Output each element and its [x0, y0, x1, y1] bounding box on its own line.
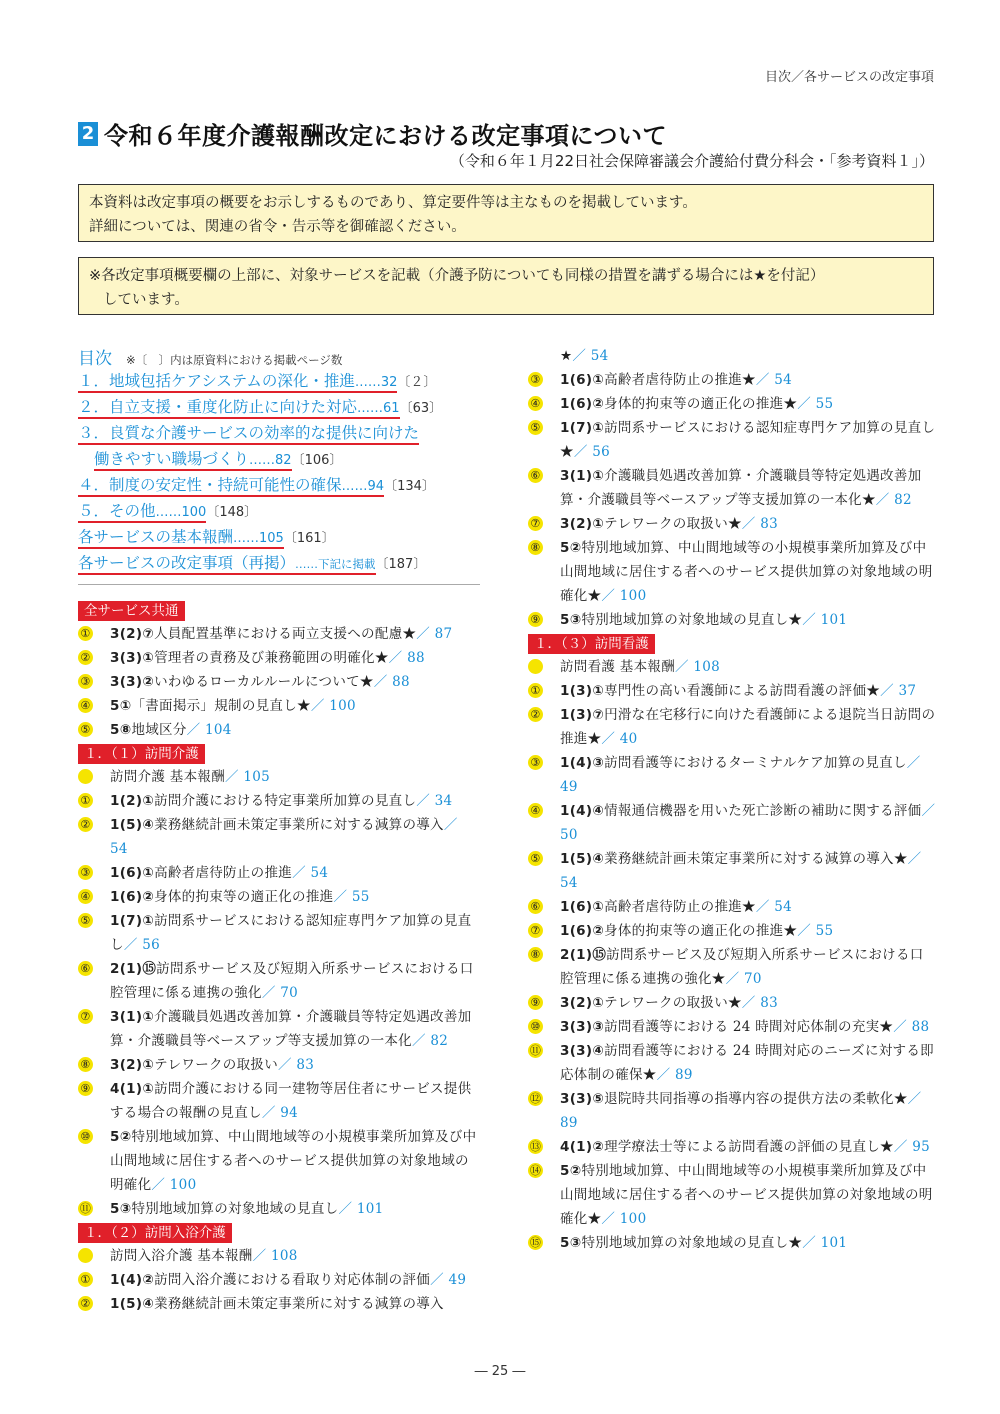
list-item [78, 1125, 480, 1197]
note-line: ※各改定事項概要欄の上部に、対象サービスを記載（介護予防についても同様の措置を講ずる場合には★を付記） [89, 268, 825, 284]
item-code: 5① [110, 698, 132, 714]
list-item [78, 694, 480, 718]
page-ref-link[interactable]: ／ 100 [310, 698, 356, 714]
item-text: 身体的拘束等の適正化の推進★ [604, 923, 798, 939]
page-ref-link[interactable]: ／ 50 [560, 803, 936, 843]
toc-entry[interactable] [78, 472, 480, 498]
item-code: 3(1)① [110, 1009, 155, 1025]
section-label: １．（１）訪問介護 [78, 744, 205, 764]
item-text: 訪問介護における特定事業所加算の見直し [154, 793, 417, 809]
item-text: 専門性の高い看護師による訪問看護の評価★ [604, 683, 881, 699]
item-number-icon: ② [78, 817, 93, 832]
bullet-circle-icon [528, 659, 543, 674]
item-text: テレワークの取扱い★ [604, 516, 742, 532]
page-ref-link[interactable]: ／ 82 [875, 492, 912, 508]
item-text: 「書面掲示」規制の見直し★ [131, 698, 311, 714]
page-ref-link[interactable]: ／ 88 [373, 674, 410, 690]
item-code: 5② [560, 1163, 582, 1179]
list-item [78, 1292, 480, 1316]
item-code: 1(4)③ [560, 755, 605, 771]
list-item [528, 847, 936, 895]
page-ref-link[interactable]: ／ 83 [741, 995, 778, 1011]
item-code: 1(6)① [110, 865, 155, 881]
item-code: 1(4)④ [560, 803, 605, 819]
item-text: テレワークの取扱い [154, 1057, 278, 1073]
page-ref-link[interactable]: ／ 89 [560, 1091, 922, 1131]
item-text: 人員配置基準における両立支援への配慮★ [154, 626, 417, 642]
item-text: 訪問入浴介護における看取り対応体制の評価 [154, 1272, 431, 1288]
page-ref-link[interactable]: ／ 54 [560, 851, 922, 891]
toc-entry-title[interactable]: ５．その他……100 [78, 502, 206, 523]
item-code: 5③ [560, 612, 582, 628]
note-line: しています。 [103, 292, 189, 308]
item-code: 1(5)④ [110, 1296, 155, 1312]
list-item [528, 392, 936, 416]
page-ref-link[interactable]: ／ 37 [880, 683, 917, 699]
item-text: 訪問看護等における 24 時間対応のニーズに対する即応体制の確保★ [560, 1043, 934, 1083]
item-number-icon: ⑧ [528, 947, 543, 962]
item-number-icon: ⑬ [529, 1140, 542, 1153]
page-ref-link[interactable]: ／ 55 [333, 889, 370, 905]
item-text: 訪問看護等における 24 時間対応体制の充実★ [604, 1019, 894, 1035]
page-ref-link[interactable]: ／ 94 [261, 1105, 298, 1121]
item-text: 地域区分 [131, 722, 187, 738]
item-code: 5② [110, 1129, 132, 1145]
item-number-icon: ⑥ [528, 899, 543, 914]
item-code: 1(2)① [110, 793, 155, 809]
toc-entry-page: ……61 [357, 401, 400, 416]
toc-entry-orig-page: 〔161〕 [283, 531, 335, 546]
page-ref-link[interactable]: ／ 83 [278, 1057, 315, 1073]
toc-entry[interactable] [78, 368, 480, 394]
item-number-icon: ⑨ [78, 1081, 93, 1096]
item-text: 訪問系サービス及び短期入所系サービスにおける口腔管理に係る連携の強化 [110, 961, 474, 1001]
item-text: ★ [560, 348, 573, 364]
list-item [528, 655, 936, 679]
item-text: 特別地域加算、中山間地域等の小規模事業所加算及び中山間地域に居住する者へのサービス提供加算の対象地域の明確化★ [560, 540, 933, 604]
item-text: 訪問介護における同一建物等居住者にサービス提供する場合の報酬の見直し [110, 1081, 472, 1121]
section [78, 742, 480, 1221]
toc-entry-title[interactable]: ４．制度の安定性・持続可能性の確保……94 [78, 476, 384, 497]
item-number-icon: ⑮ [529, 1236, 542, 1249]
item-code: 1(7)① [110, 913, 155, 929]
right-items [528, 368, 936, 632]
item-number-icon: ⑦ [528, 923, 543, 938]
page-ref-link[interactable]: ／ 55 [797, 396, 834, 412]
item-text: 訪問系サービス及び短期入所系サービスにおける口腔管理に係る連携の強化★ [560, 947, 924, 987]
page-ref-link[interactable]: ／ 54 [292, 865, 329, 881]
note-box-2 [78, 257, 934, 315]
toc-entry-orig-page: 〔134〕 [384, 479, 435, 494]
page-ref-link[interactable]: ／ 95 [893, 1139, 931, 1155]
list-item [528, 368, 936, 392]
item-code: 4(1)① [110, 1081, 155, 1097]
left-sections [78, 599, 480, 1316]
item-number-icon: ⑨ [528, 995, 543, 1010]
item-number-icon: ④ [528, 803, 543, 818]
section-label: １．（２）訪問入浴介護 [78, 1223, 232, 1243]
toc-entry-page: ……32 [354, 375, 398, 390]
list-item [78, 646, 480, 670]
item-text: 業務継続計画未策定事業所に対する減算の導入 [154, 1296, 444, 1312]
list-item [528, 751, 936, 799]
list-item [528, 679, 936, 703]
header-tag: 目次／各サービスの改定事項 [764, 70, 934, 85]
item-code: 1(5)④ [110, 817, 155, 833]
list-item [78, 622, 480, 646]
toc-entry[interactable] [78, 524, 480, 550]
item-code: 5⑧ [110, 722, 132, 738]
list-item [78, 765, 480, 789]
page-ref-link[interactable]: ／ 101 [802, 612, 848, 628]
toc-entry-orig-page: 〔63〕 [399, 401, 443, 416]
item-text: 高齢者虐待防止の推進★ [604, 899, 756, 915]
list-item [78, 1077, 480, 1125]
list-item [528, 703, 936, 751]
toc-entry-title[interactable]: １．地域包括ケアシステムの深化・推進……32 [78, 372, 397, 393]
item-text: いわゆるローカルルールについて★ [154, 674, 374, 690]
page-ref-link[interactable]: ／ 88 [388, 650, 425, 666]
list-item [528, 943, 936, 991]
item-number-icon: ③ [78, 674, 93, 689]
page-ref-link[interactable]: ／ 101 [338, 1201, 384, 1217]
page-ref-link[interactable]: ／ 100 [601, 1211, 647, 1227]
item-number-icon: ① [528, 683, 543, 698]
list-item [528, 512, 936, 536]
list-item [528, 1087, 936, 1135]
page-ref-link[interactable]: ／ 54 [755, 372, 793, 388]
item-text: 理学療法士等による訪問看護の評価の見直し★ [604, 1139, 894, 1155]
list-item [528, 1015, 936, 1039]
list-item [528, 895, 936, 919]
page-ref-link[interactable]: ／ 49 [430, 1272, 467, 1288]
item-text: 身体的拘束等の適正化の推進 [154, 889, 334, 905]
list-item [528, 1135, 936, 1159]
note-line: 詳細については、関連の省令・告示等を御確認ください。 [89, 219, 466, 235]
toc-entry[interactable] [78, 420, 480, 446]
source-citation: （令和６年１月22日社会保障審議会介護給付費分科会・「参考資料１」） [449, 152, 934, 170]
item-text: 円滑な在宅移行に向けた看護師による退院当日訪問の推進★ [560, 707, 936, 747]
page-ref-link[interactable]: ／ 49 [560, 755, 921, 795]
list-item [78, 1197, 480, 1221]
list-item [78, 670, 480, 694]
item-number-icon: ② [78, 1296, 93, 1311]
item-number-icon: ① [78, 793, 93, 808]
toc-header [78, 344, 480, 368]
item-number-icon: ⑦ [78, 1009, 93, 1024]
item-text: 訪問看護等におけるターミナルケア加算の見直し [604, 755, 907, 771]
item-text: 管理者の責務及び兼務範囲の明確化★ [154, 650, 389, 666]
item-text: 退院時共同指導の指導内容の提供方法の柔軟化★ [604, 1091, 908, 1107]
item-number-icon: ③ [528, 372, 543, 387]
page-ref-link[interactable]: ／ 88 [893, 1019, 930, 1035]
page-ref-link[interactable]: ／ 105 [225, 769, 271, 785]
item-code: 1(6)② [560, 923, 605, 939]
list-item-continued [528, 344, 936, 368]
divider [78, 584, 480, 585]
toc-entry-title[interactable]: 各サービスの基本報酬……105 [78, 528, 284, 549]
item-text: 特別地域加算の対象地域の見直し [131, 1201, 339, 1217]
right-section [528, 632, 936, 1255]
item-number-icon: ⑤ [528, 851, 543, 866]
section [78, 1221, 480, 1316]
item-code: 4(1)② [560, 1139, 605, 1155]
right-column [528, 344, 936, 1255]
item-code: 1(6)① [560, 372, 605, 388]
item-number-icon: ① [78, 626, 93, 641]
page-title: 令和６年度介護報酬改定における改定事項について [104, 122, 668, 150]
page-ref-link[interactable]: ／ 56 [123, 937, 160, 953]
item-code: 3(3)⑤ [560, 1091, 605, 1107]
list-item [528, 919, 936, 943]
item-number-icon: ⑫ [529, 1092, 542, 1105]
item-number-icon: ④ [528, 396, 543, 411]
toc-entry-title[interactable]: 働きやすい職場づくり……82 [94, 450, 292, 471]
list-item [78, 813, 480, 861]
page-ref-link[interactable]: ／ 101 [802, 1235, 848, 1251]
item-text: 業務継続計画未策定事業所に対する減算の導入★ [604, 851, 908, 867]
page-ref-link[interactable]: ／ 89 [656, 1067, 693, 1083]
item-text: 特別地域加算の対象地域の見直し★ [581, 612, 803, 628]
item-number-icon: ⑦ [528, 516, 543, 531]
item-code: 2(1)⑮ [560, 947, 607, 963]
title-row [78, 116, 667, 151]
item-code: 1(6)① [560, 899, 605, 915]
note-box-1 [78, 184, 934, 242]
item-code: 1(4)② [110, 1272, 155, 1288]
toc-list [78, 368, 480, 576]
item-code: 5② [560, 540, 582, 556]
item-text: 訪問入浴介護 基本報酬 [110, 1248, 253, 1264]
item-text: 高齢者虐待防止の推進 [154, 865, 293, 881]
title-number-badge: 2 [78, 122, 98, 146]
item-text: 介護職員処遇改善加算・介護職員等特定処遇改善加算・介護職員等ベースアップ等支援加算の一本化 [110, 1009, 472, 1049]
item-number-icon: ③ [528, 755, 543, 770]
item-code: 3(3)④ [560, 1043, 605, 1059]
toc-entry-title[interactable]: ２．自立支援・重度化防止に向けた対応……61 [78, 398, 400, 419]
item-code: 3(2)① [110, 1057, 155, 1073]
item-number-icon: ⑩ [78, 1129, 93, 1144]
toc-entry[interactable] [78, 394, 480, 420]
item-text: 特別地域加算の対象地域の見直し★ [581, 1235, 803, 1251]
section-label: 全サービス共通 [78, 601, 185, 621]
item-number-icon: ⑨ [528, 612, 543, 627]
item-number-icon: ⑧ [528, 540, 543, 555]
page-ref-link[interactable]: ／ 40 [601, 731, 638, 747]
item-code: 2(1)⑮ [110, 961, 157, 977]
list-item [78, 1005, 480, 1053]
toc-entry-orig-page: 〔187〕 [375, 557, 427, 572]
item-number-icon: ⑧ [78, 1057, 93, 1072]
item-number-icon: ③ [78, 865, 93, 880]
list-item [78, 1268, 480, 1292]
list-item [78, 861, 480, 885]
page-ref-link[interactable]: ／ 54 [755, 899, 793, 915]
list-item [78, 1244, 480, 1268]
item-text: 特別地域加算、中山間地域等の小規模事業所加算及び中山間地域に居住する者へのサービス提供加算の対象地域の明確化★ [560, 1163, 933, 1227]
item-number-icon: ④ [78, 889, 93, 904]
list-item [528, 1159, 936, 1231]
item-number-icon: ② [78, 650, 93, 665]
page-ref-link[interactable]: ／ 87 [416, 626, 453, 642]
item-number-icon: ⑪ [79, 1202, 92, 1215]
item-code: 1(6)② [110, 889, 155, 905]
item-text: 高齢者虐待防止の推進★ [604, 372, 756, 388]
item-text: 訪問系サービスにおける認知症専門ケア加算の見直し [110, 913, 472, 953]
list-item [78, 718, 480, 742]
item-text: 身体的拘束等の適正化の推進★ [604, 396, 798, 412]
list-item [528, 464, 936, 512]
page-ref-link[interactable]: ／ 56 [573, 444, 610, 460]
list-item [78, 885, 480, 909]
page-ref-link[interactable]: ／ 82 [411, 1033, 449, 1049]
item-code: 1(7)① [560, 420, 605, 436]
toc-entry[interactable] [78, 550, 480, 576]
item-number-icon: ⑥ [528, 468, 543, 483]
list-item [528, 1231, 936, 1255]
item-code: 3(2)① [560, 995, 605, 1011]
page-number: ― 25 ― [474, 1364, 526, 1379]
toc-entry-page: ……100 [155, 505, 207, 520]
item-code: 5③ [560, 1235, 582, 1251]
page-ref-link[interactable]: ／ 100 [601, 588, 647, 604]
toc-entry-page: ……94 [341, 479, 385, 494]
item-text: 訪問系サービスにおける認知症専門ケア加算の見直し★ [560, 420, 936, 460]
item-text: 特別地域加算、中山間地域等の小規模事業所加算及び中山間地域に居住する者へのサービス提供加算の対象地域の明確化 [110, 1129, 477, 1193]
page-ref-link[interactable]: ／ 54 [110, 817, 458, 857]
page-ref-link[interactable]: ／ 108 [675, 659, 721, 675]
toc-entry-orig-page: 〔106〕 [291, 453, 343, 468]
item-code: 5③ [110, 1201, 132, 1217]
item-code: 3(1)① [560, 468, 605, 484]
list-item [78, 1053, 480, 1077]
page-ref-link[interactable]: ／ 34 [416, 793, 453, 809]
toc-entry-orig-page: 〔148〕 [206, 505, 258, 520]
toc-title: 目次 [78, 349, 112, 369]
section [528, 632, 936, 1255]
item-text: 訪問看護 基本報酬 [560, 659, 675, 675]
bullet-circle-icon [78, 769, 93, 784]
list-item [78, 957, 480, 1005]
item-code: 1(3)⑦ [560, 707, 605, 723]
item-number-icon: ② [528, 707, 543, 722]
toc-entry-page: ……下記に掲載 [295, 557, 376, 571]
item-number-icon: ① [78, 1272, 93, 1287]
item-text: 情報通信機器を用いた死亡診断の補助に関する評価 [604, 803, 922, 819]
toc-note: ※〔 〕内は原資料における掲載ページ数 [126, 353, 343, 367]
toc-entry-title[interactable]: 各サービスの改定事項（再掲）……下記に掲載 [78, 554, 376, 575]
list-item [528, 416, 936, 464]
toc-entry-orig-page: 〔２〕 [397, 375, 437, 390]
page-ref-link[interactable]: ／ 70 [725, 971, 762, 987]
toc-entry[interactable] [78, 498, 480, 524]
item-text: テレワークの取扱い★ [604, 995, 742, 1011]
bullet-circle-icon [78, 1248, 93, 1263]
item-number-icon: ⑭ [529, 1164, 542, 1177]
list-item [528, 991, 936, 1015]
list-item [528, 536, 936, 608]
item-code: 3(2)① [560, 516, 605, 532]
list-item [78, 789, 480, 813]
toc-entry-title[interactable]: ３．良質な介護サービスの効率的な提供に向けた [78, 424, 419, 445]
list-item [528, 1039, 936, 1087]
list-item [78, 909, 480, 957]
item-code: 3(3)③ [560, 1019, 605, 1035]
section [78, 599, 480, 742]
item-number-icon: ⑤ [528, 420, 543, 435]
page-ref-link[interactable]: ／ 108 [252, 1248, 298, 1264]
item-text: 介護職員処遇改善加算・介護職員等特定処遇改善加算・介護職員等ベースアップ等支援加算の一本化★ [560, 468, 922, 508]
item-code: 3(2)⑦ [110, 626, 155, 642]
toc-entry[interactable] [78, 446, 480, 472]
toc-entry-page: ……105 [233, 531, 284, 546]
item-number-icon: ④ [78, 698, 93, 713]
item-text: 訪問介護 基本報酬 [110, 769, 225, 785]
list-item [528, 799, 936, 847]
item-code: 3(3)② [110, 674, 155, 690]
item-number-icon: ⑤ [78, 913, 93, 928]
section-label: １．（３）訪問看護 [528, 634, 655, 654]
item-number-icon: ⑥ [78, 961, 93, 976]
page-ref-link[interactable]: ／ 54 [572, 348, 609, 364]
page-ref-link[interactable]: ／ 70 [261, 985, 298, 1001]
note-line: 本資料は改定事項の概要をお示しするものであり、算定要件等は主なものを掲載しています。 [89, 195, 697, 211]
item-number-icon: ⑤ [78, 722, 93, 737]
item-number-icon: ⑪ [529, 1044, 542, 1057]
item-code: 1(3)① [560, 683, 605, 699]
list-item [528, 608, 936, 632]
page-ref-link[interactable]: ／ 100 [151, 1177, 197, 1193]
page-ref-link[interactable]: ／ 55 [797, 923, 834, 939]
item-number-icon: ⑩ [528, 1019, 543, 1034]
page-ref-link[interactable]: ／ 83 [741, 516, 778, 532]
item-code: 1(5)④ [560, 851, 605, 867]
item-text: 業務継続計画未策定事業所に対する減算の導入 [154, 817, 444, 833]
item-code: 3(3)① [110, 650, 155, 666]
toc-entry-page: ……82 [249, 453, 292, 468]
item-code: 1(6)② [560, 396, 605, 412]
page-ref-link[interactable]: ／ 104 [186, 722, 232, 738]
left-column [78, 344, 480, 1316]
